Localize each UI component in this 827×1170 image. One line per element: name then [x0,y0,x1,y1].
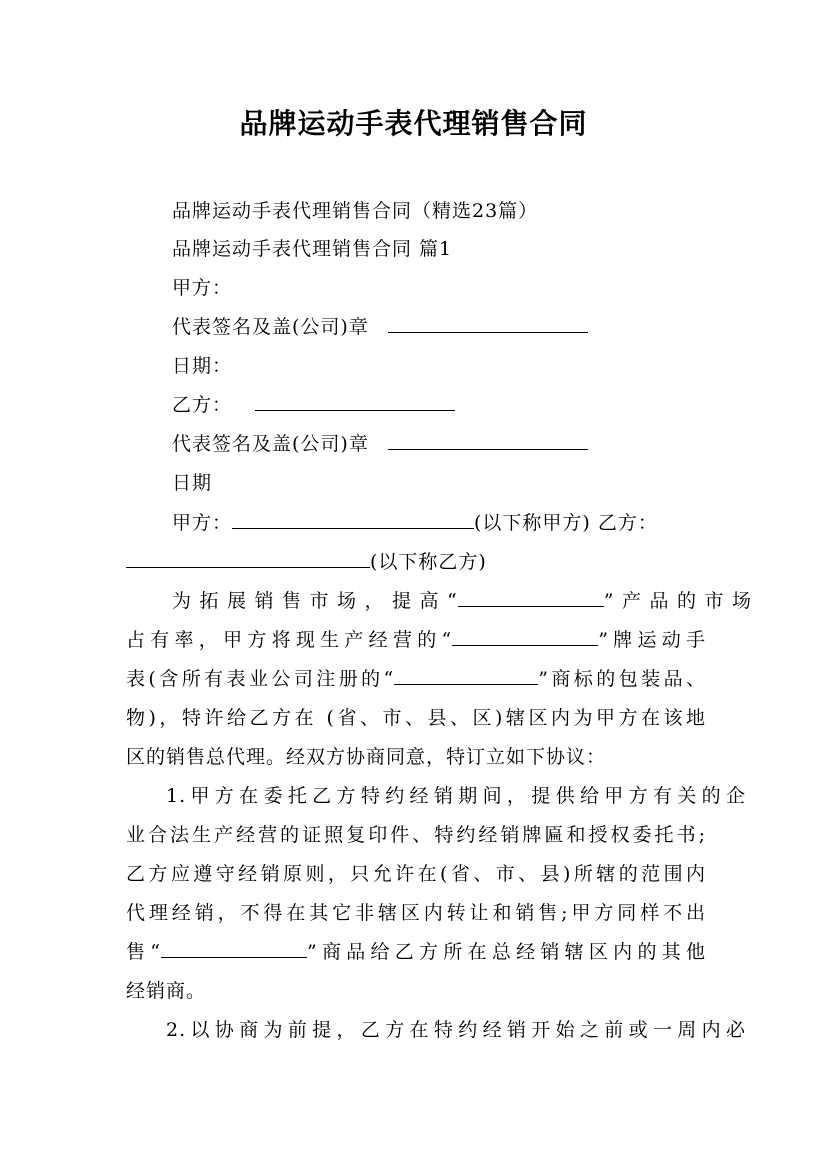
clause-1-line-2 [126,816,706,854]
text-segment: 乙方应遵守经销原则，只允许在(省、市、县)所辖的范围内 [126,863,706,885]
section-heading-text: 品牌运动手表代理销售合同 篇1 [172,238,453,260]
product-blank [458,588,604,607]
party-b-label: (以下称甲方) 乙方： [474,512,658,534]
text-segment: 业合法生产经营的证照复印件、特约经销牌匾和授权委托书; [126,824,706,846]
subtitle-text: 品牌运动手表代理销售合同（精选23篇） [172,200,539,222]
date-label: 日期： [172,355,233,377]
clause-1-line-5 [126,933,706,971]
clause-1-line-6 [126,972,706,1010]
text-segment: 占有率，甲方将现生产经营的“ [126,629,453,651]
section-heading [126,230,752,268]
parties-line-continued [126,543,706,581]
text-segment: 1.甲方在委托乙方特约经销期间，提供给甲方有关的企 [166,785,746,807]
text-segment: 为拓展销售市场，提高“ [172,590,458,612]
signature-blank [388,314,588,333]
party-a-date [126,347,752,385]
text-segment: ”商品给乙方所在总经销辖区内的其他 [306,941,706,963]
signature-label: 代表签名及盖(公司)章 [172,433,369,455]
clause-2-line-1 [126,1011,746,1049]
clause-1-line-3 [126,855,706,893]
paragraph-1-line-5 [126,738,706,776]
text-segment: 表(含所有表业公司注册的“ [126,668,395,690]
subtitle-line [126,192,752,230]
text-segment: 售“ [126,941,161,963]
text-segment: ”商标的包装品、 [538,668,706,690]
paragraph-1-line-2 [126,621,706,659]
goods-blank [161,939,307,958]
party-b-blank [255,392,455,411]
text-segment: 物)，特许给乙方在 (省、市、县、区)辖区内为甲方在该地 [126,707,706,729]
text-segment: 代理经销，不得在其它非辖区内转让和销售;甲方同样不出 [126,902,706,924]
party-b-name-blank [126,549,370,568]
text-segment: ”产品的市场 [603,590,753,612]
party-b-alias: (以下称乙方) [370,551,487,573]
text-segment: 2.以协商为前提，乙方在特约经销开始之前或一周内必 [166,1019,746,1041]
paragraph-1-line-4 [126,699,706,737]
clause-1-line-4 [126,894,706,932]
party-b-signature-line [126,425,752,463]
party-b-line [126,386,752,424]
paragraph-1-line-3 [126,660,706,698]
paragraph-1-line-1 [126,582,752,620]
parties-line [126,504,752,542]
party-a-text: 甲方： [172,277,233,299]
document-title: 品牌运动手表代理销售合同 [239,107,588,140]
party-a-signature-line [126,308,752,346]
party-a-label: 甲方： [172,512,233,534]
party-a-name-blank [232,510,474,529]
party-a-label [126,269,752,307]
date-label: 日期 [172,472,213,494]
trademark-blank [394,666,538,685]
party-b-date [126,464,752,502]
clause-1-line-1 [126,777,746,815]
party-b-label: 乙方： [172,394,233,416]
text-segment: 区的销售总代理。经双方协商同意，特订立如下协议： [126,746,607,768]
brand-blank [452,627,598,646]
signature-label: 代表签名及盖(公司)章 [172,316,369,338]
text-segment: ”牌运动手 [598,629,706,651]
text-segment: 经销商。 [126,980,207,1002]
signature-blank [388,431,588,450]
